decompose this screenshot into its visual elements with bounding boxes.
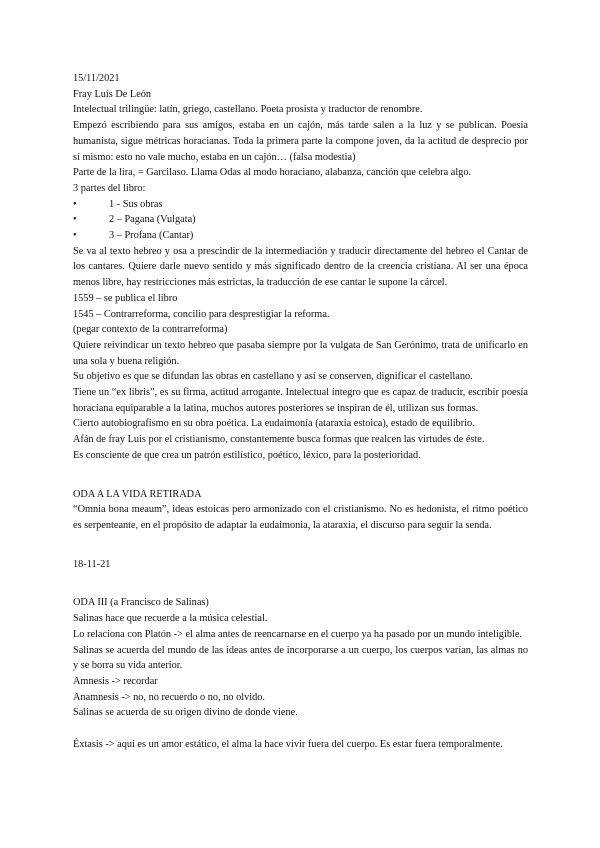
list-item-text: 2 – Pagana (Vulgata)	[109, 214, 196, 226]
author-heading: Fray Luís De León	[73, 88, 152, 100]
paragraph: “Omnia bona meaum”, ideas estoicas pero armonizado con el cristianismo. No es hedonista, el ritmo poético es serpenteante, en el propósito de adaptar la eudaimonia, la ataraxia, el discurso para seguir la senda.	[73, 504, 528, 531]
spacer	[73, 534, 528, 557]
paragraph: Salinas se acuerda del mundo de las ideas antes de incorporarse a un cuerpo, los cuerpos varían, las almas no y se borra su vida anterior.	[73, 644, 528, 672]
paragraph: Anamnesis -> no, no recuerdo o no, no olvido.	[73, 691, 265, 703]
section-title: ODA III (a Francisco de Salinas)	[73, 597, 209, 609]
spacer	[73, 572, 528, 595]
paragraph: 1545 – Contrarreforma, concilio para desprestigiar la reforma.	[73, 308, 330, 320]
paragraph: Parte de la lira, = Garcilaso. Llama Odas al modo horaciano, alabanza, canción que celebra algo.	[73, 167, 472, 179]
paragraph: Se va al texto hebreo y osa a prescindir de la intermediación y traducir directamente del hebreo el Cantar de los cantares. Quiere darle nuevo sentido y más significado dentro de la creencia cristiana. Al ser una época menos libre, hay restricciones más estrictas, la traducción de ese cantar le supone la cárcel.	[73, 245, 528, 289]
bullet-icon: •	[73, 214, 77, 226]
list-item-text: 1 - Sus obras	[109, 198, 163, 210]
list-item	[73, 197, 528, 213]
paragraph: Quiere reivindicar un texto hebreo que pasaba siempre por la vulgata de San Gerónimo, trata de unificarlo en una sola y buena religión.	[73, 339, 528, 367]
paragraph: (pegar contexto de la contrarreforma)	[73, 324, 228, 336]
paragraph: Su objetivo es que se difundan las obras en castellano y así se conserven, dignificar el castellano.	[73, 371, 473, 383]
bullet-icon: •	[73, 198, 77, 210]
paragraph: Cierto autobiografismo en su obra poética. La eudaimonía (ataraxia estoica), estado de equilibrio.	[73, 418, 475, 430]
paragraph-intro: Intelectual trilingüe: latín, griego, castellano. Poeta prosista y traductor de renombre.	[73, 104, 423, 116]
paragraph: Empezó escribiendo para sus amigos, estaba en un cajón, más tarde salen a la luz y se publican. Poesía humanista, sigue métricas horacianas. Toda la primera parte la compone joven, da la actitud de desprecio por sí mismo: esto no vale mucho, estaba en un cajón… (falsa modestia)	[73, 120, 528, 163]
date-heading: 18-11-21	[73, 558, 111, 570]
list-item-text: 3 – Profana (Cantar)	[109, 230, 194, 242]
paragraph: Es consciente de que crea un patrón estilístico, poético, léxico, para la posterioridad.	[73, 449, 421, 461]
paragraph: Éxtasis -> aquí es un amor estático, el alma la hace vivir fuera del cuerpo. Es estar fuera temporalmente.	[73, 739, 503, 751]
paragraph: Afán de fray Luis por el cristianismo, constantemente busca formas que realcen las virtudes de éste.	[73, 434, 485, 446]
paragraph: Amnesis -> recordar	[73, 675, 158, 687]
paragraph: Tiene un “ex libris”, es su firma, actitud arrogante. Intelectual íntegro que es capaz de traducir, escribir poesía horaciana equiparable a la latina, muchos autores posteriores se inspiran de él, utilizan sus formas.	[73, 387, 528, 414]
list-item	[73, 228, 528, 244]
parts-title: 3 partes del libro:	[73, 182, 146, 194]
paragraph: 1559 – se publica el libro	[73, 292, 178, 304]
paragraph: Salinas se acuerda de su origen divino de donde viene.	[73, 707, 298, 719]
date-heading: 15/11/2021	[73, 73, 120, 84]
section-title: ODA A LA VIDA RETIRADA	[73, 488, 202, 500]
list-item	[73, 212, 528, 228]
spacer	[73, 464, 528, 487]
bullet-icon: •	[73, 230, 77, 242]
paragraph: Lo relaciona con Platón -> el alma antes de reencarnarse en el cuerpo ya ha pasado por un mundo inteligible.	[73, 628, 522, 640]
spacer	[73, 721, 528, 737]
paragraph: Salinas hace que recuerde a la música celestial.	[73, 613, 268, 625]
